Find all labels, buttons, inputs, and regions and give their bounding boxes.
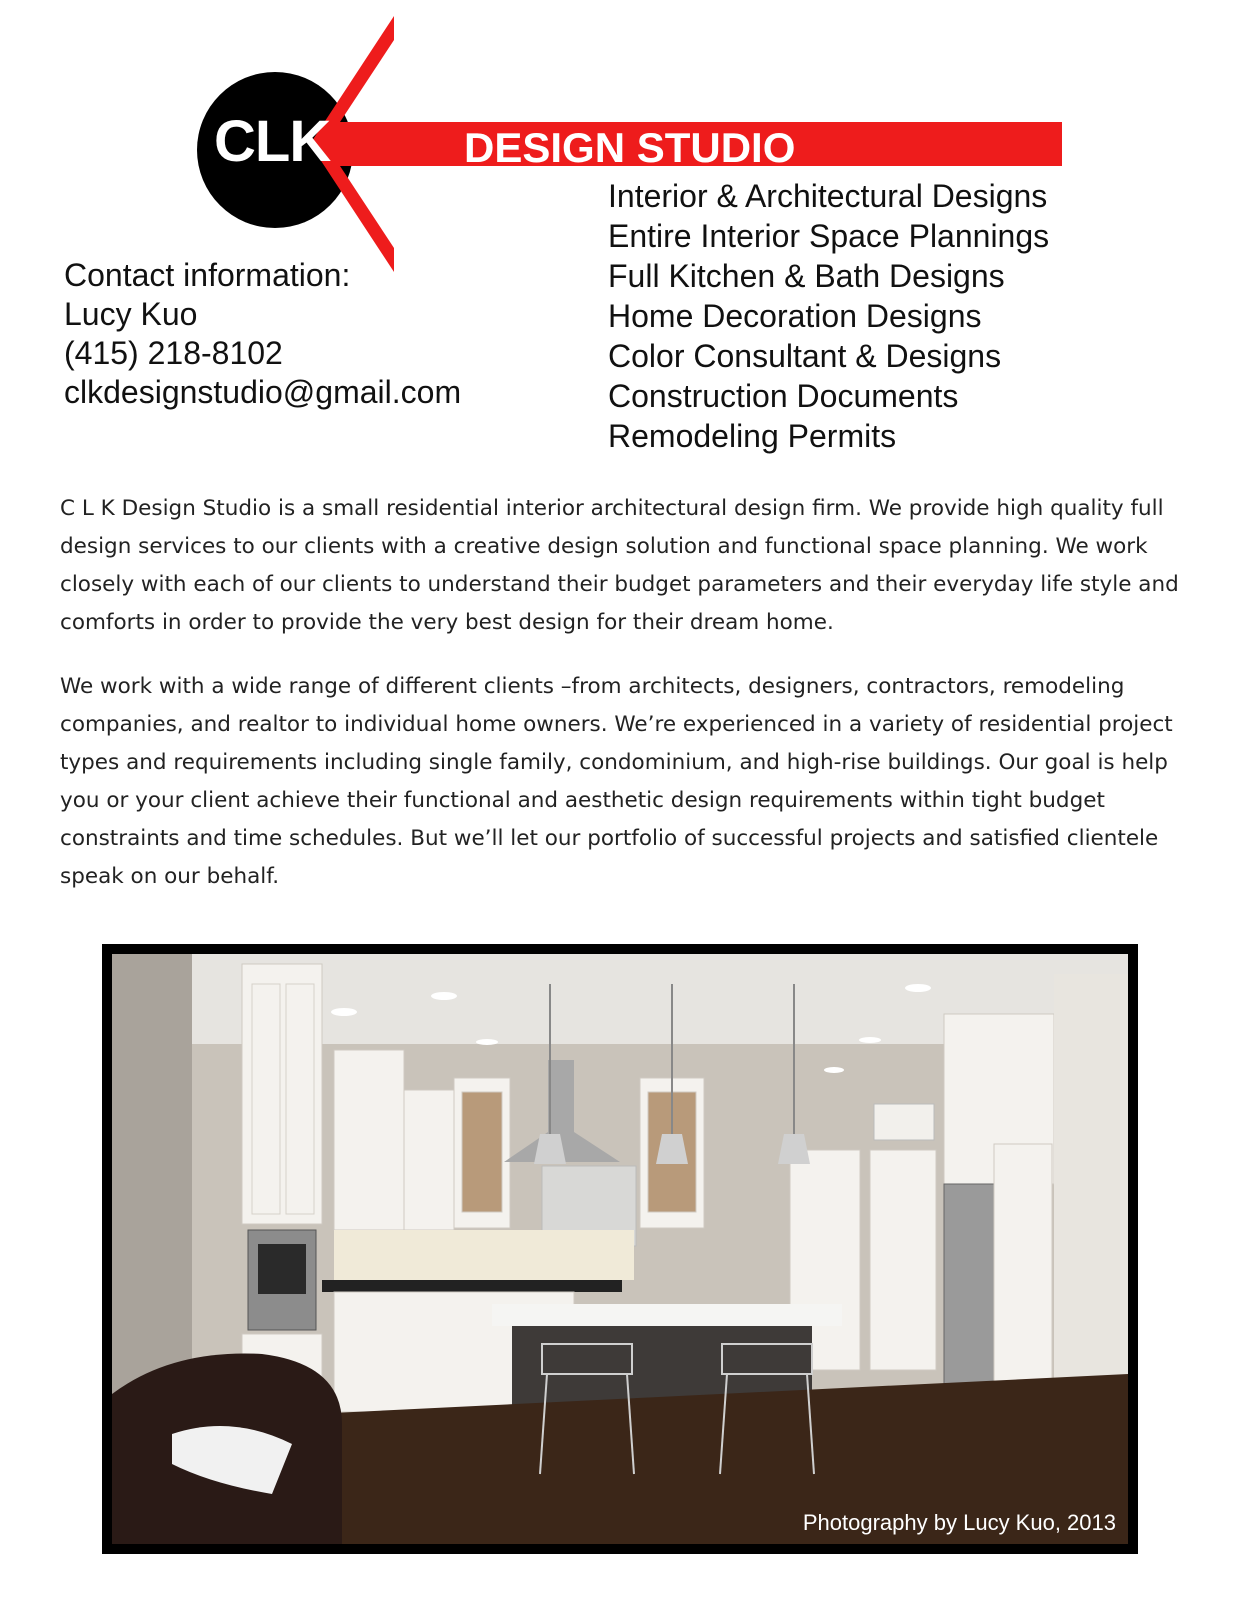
service-item: Full Kitchen & Bath Designs [608, 258, 1005, 294]
contact-heading: Contact information: [64, 257, 351, 293]
description-paragraph: C L K Design Studio is a small residential interior architectural design firm. We provide high quality full design services to our clients with a creative design solution and functional space planning. We work closely with each of our clients to understand their budget parameters and their everyday life style and comforts in order to provide the very best design for their dream home. [60, 496, 1179, 635]
services-list [608, 176, 1049, 456]
logo-brand-text: CLK [214, 109, 331, 174]
service-item: Color Consultant & Designs [608, 338, 1002, 374]
kitchen-photo [112, 954, 1128, 1544]
kitchen-photo-frame [102, 944, 1138, 1554]
service-item: Interior & Architectural Designs [608, 178, 1048, 214]
photo-credit: Photography by Lucy Kuo, 2013 [802, 1510, 1116, 1535]
description [60, 490, 1190, 922]
contact-block [64, 256, 461, 412]
service-item: Home Decoration Designs [608, 298, 982, 334]
contact-email: clkdesignstudio@gmail.com [64, 374, 462, 410]
description-paragraph: We work with a wide range of different clients –from architects, designers, contractors, remodeling companies, and realtor to individual home owners. We’re experienced in a variety of residential project types and requirements including single family, condominium, and high-rise buildings. Our goal is help you or your client achieve their functional and aesthetic design requirements within tight budget constraints and time schedules. But we’ll let our portfolio of successful projects and satisfied clientele speak on our behalf. [60, 674, 1173, 889]
service-item: Construction Documents [608, 378, 959, 414]
logo-tagline: DESIGN STUDIO [464, 124, 796, 171]
service-item: Remodeling Permits [608, 418, 897, 454]
service-item: Entire Interior Space Plannings [608, 218, 1050, 254]
contact-name: Lucy Kuo [64, 296, 198, 332]
contact-phone: (415) 218-8102 [64, 335, 283, 371]
